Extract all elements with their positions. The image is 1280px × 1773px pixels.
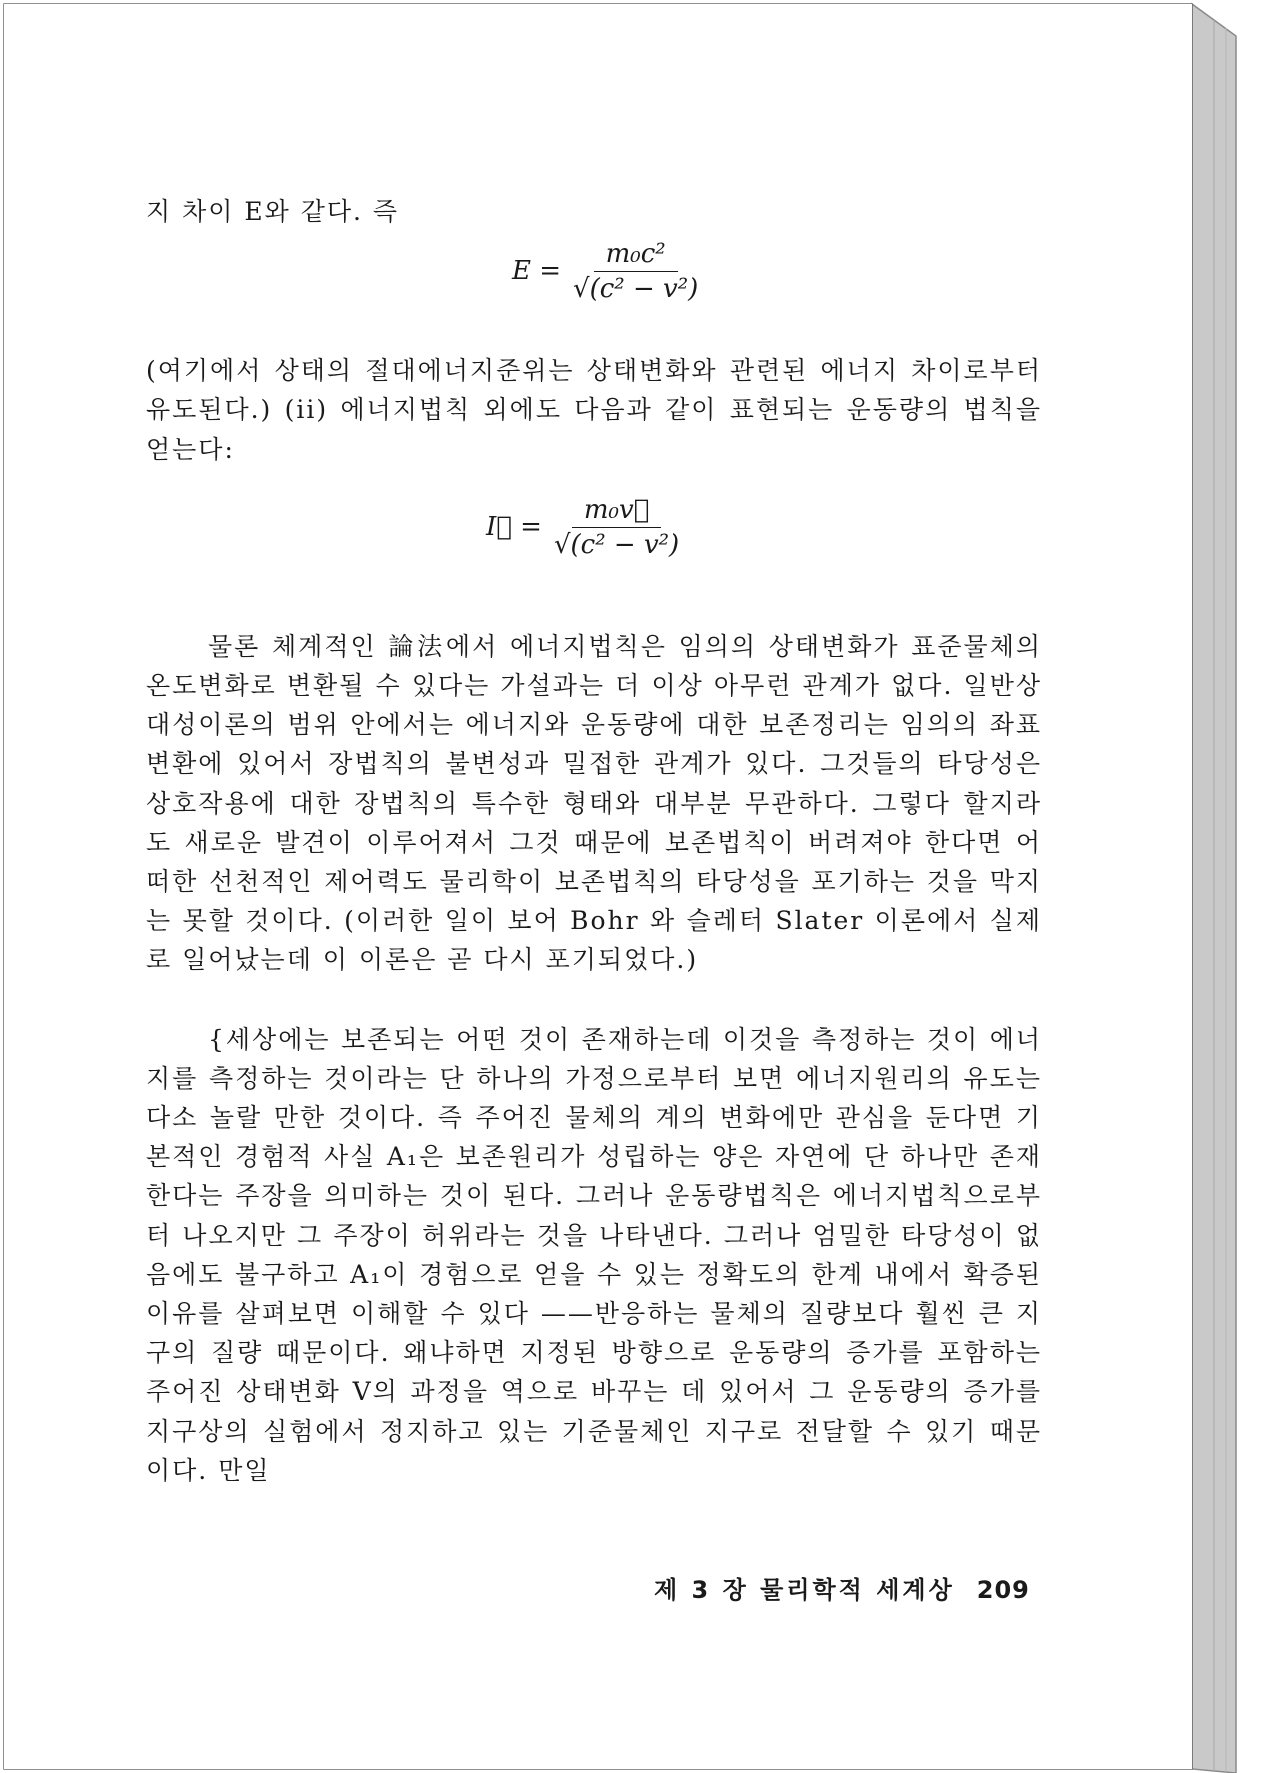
- paragraph-momentum-law: (여기에서 상태의 절대에너지준위는 상태변화와 관련된 에너지 차이로부터 유도된다.) (ii) 에너지법칙 외에도 다음과 같이 표현되는 운동량의 법칙을 얻는다:: [146, 356, 1042, 464]
- page-body: [146, 192, 1042, 1490]
- paragraph-energy-principle: {세상에는 보존되는 어떤 것이 존재하는데 이것을 측정하는 것이 에너지를 측정하는 것이라는 단 하나의 가정으로부터 보면 에너지원리의 유도는 다소 놀랄 만한 것이다. 즉 주어진 물체의 계의 변화에만 관심을 둔다면 기본적인 경험적 사실 A₁은 보존원리가 성립하는 양은 자연에 단 하나만 존재한다는 주장을 의미하는 것이 된다. 그러나 운동량법칙은 에너지법칙으로부터 나오지만 그 주장이 허위라는 것을 나타낸다. 그러나 엄밀한 타당성이 없음에도 불구하고 A₁이 경험으로 얻을 수 있는 정확도의 한계 내에서 확증된 이유를 살펴보면 이해할 수 있다 ——반응하는 물체의 질량보다 훨씬 큰 지구의 질량 때문이다. 왜냐하면 지정된 방향으로 운동량의 증가를 포함하는 주어진 상태변화 V의 과정을 역으로 바꾸는 데 있어서 그 운동량의 증가를 지구상의 실험에서 정지하고 있는 기준물체인 지구로 전달할 수 있기 때문이다. 만일: [146, 1024, 1042, 1485]
- page-number: 209: [976, 1576, 1030, 1604]
- equation-denominator: √(c² − v²): [573, 274, 699, 305]
- equation-denominator: √(c² − v²): [553, 529, 680, 560]
- equation-energy: [146, 231, 1042, 331]
- equation-numerator: m₀c²: [594, 237, 678, 272]
- book-page: [4, 4, 1192, 1769]
- page-footer: [654, 1570, 1030, 1605]
- equation-lhs: I⃗ =: [486, 511, 542, 542]
- equation-numerator: m₀v⃗: [572, 493, 661, 528]
- intro-line: 지 차이 E와 같다. 즉: [146, 197, 400, 226]
- chapter-title: 제 3 장 물리학적 세계상: [654, 1576, 955, 1604]
- equation-momentum: [146, 489, 1042, 589]
- paragraph-conservation: 물론 체계적인 論法에서 에너지법칙은 임의의 상태변화가 표준물체의 온도변화로 변환될 수 있다는 가설과는 더 이상 아무런 관계가 없다. 일반상대성이론의 범위 안에서는 에너지와 운동량에 대한 보존정리는 임의의 좌표변환에 있어서 장법칙의 불변성과 밀접한 관계가 있다. 그것들의 타당성은 상호작용에 대한 장법칙의 특수한 형태와 대부분 무관하다. 그렇다 할지라도 새로운 발견이 이루어져서 그것 때문에 보존법칙이 버려져야 한다면 어떠한 선천적인 제어력도 물리학이 보존법칙의 타당성을 포기하는 것을 막지는 못할 것이다. (이러한 일이 보어 Bohr 와 슬레터 Slater 이론에서 실제로 일어났는데 이 이론은 곧 다시 포기되었다.): [146, 631, 1042, 975]
- equation-lhs: E =: [512, 256, 562, 287]
